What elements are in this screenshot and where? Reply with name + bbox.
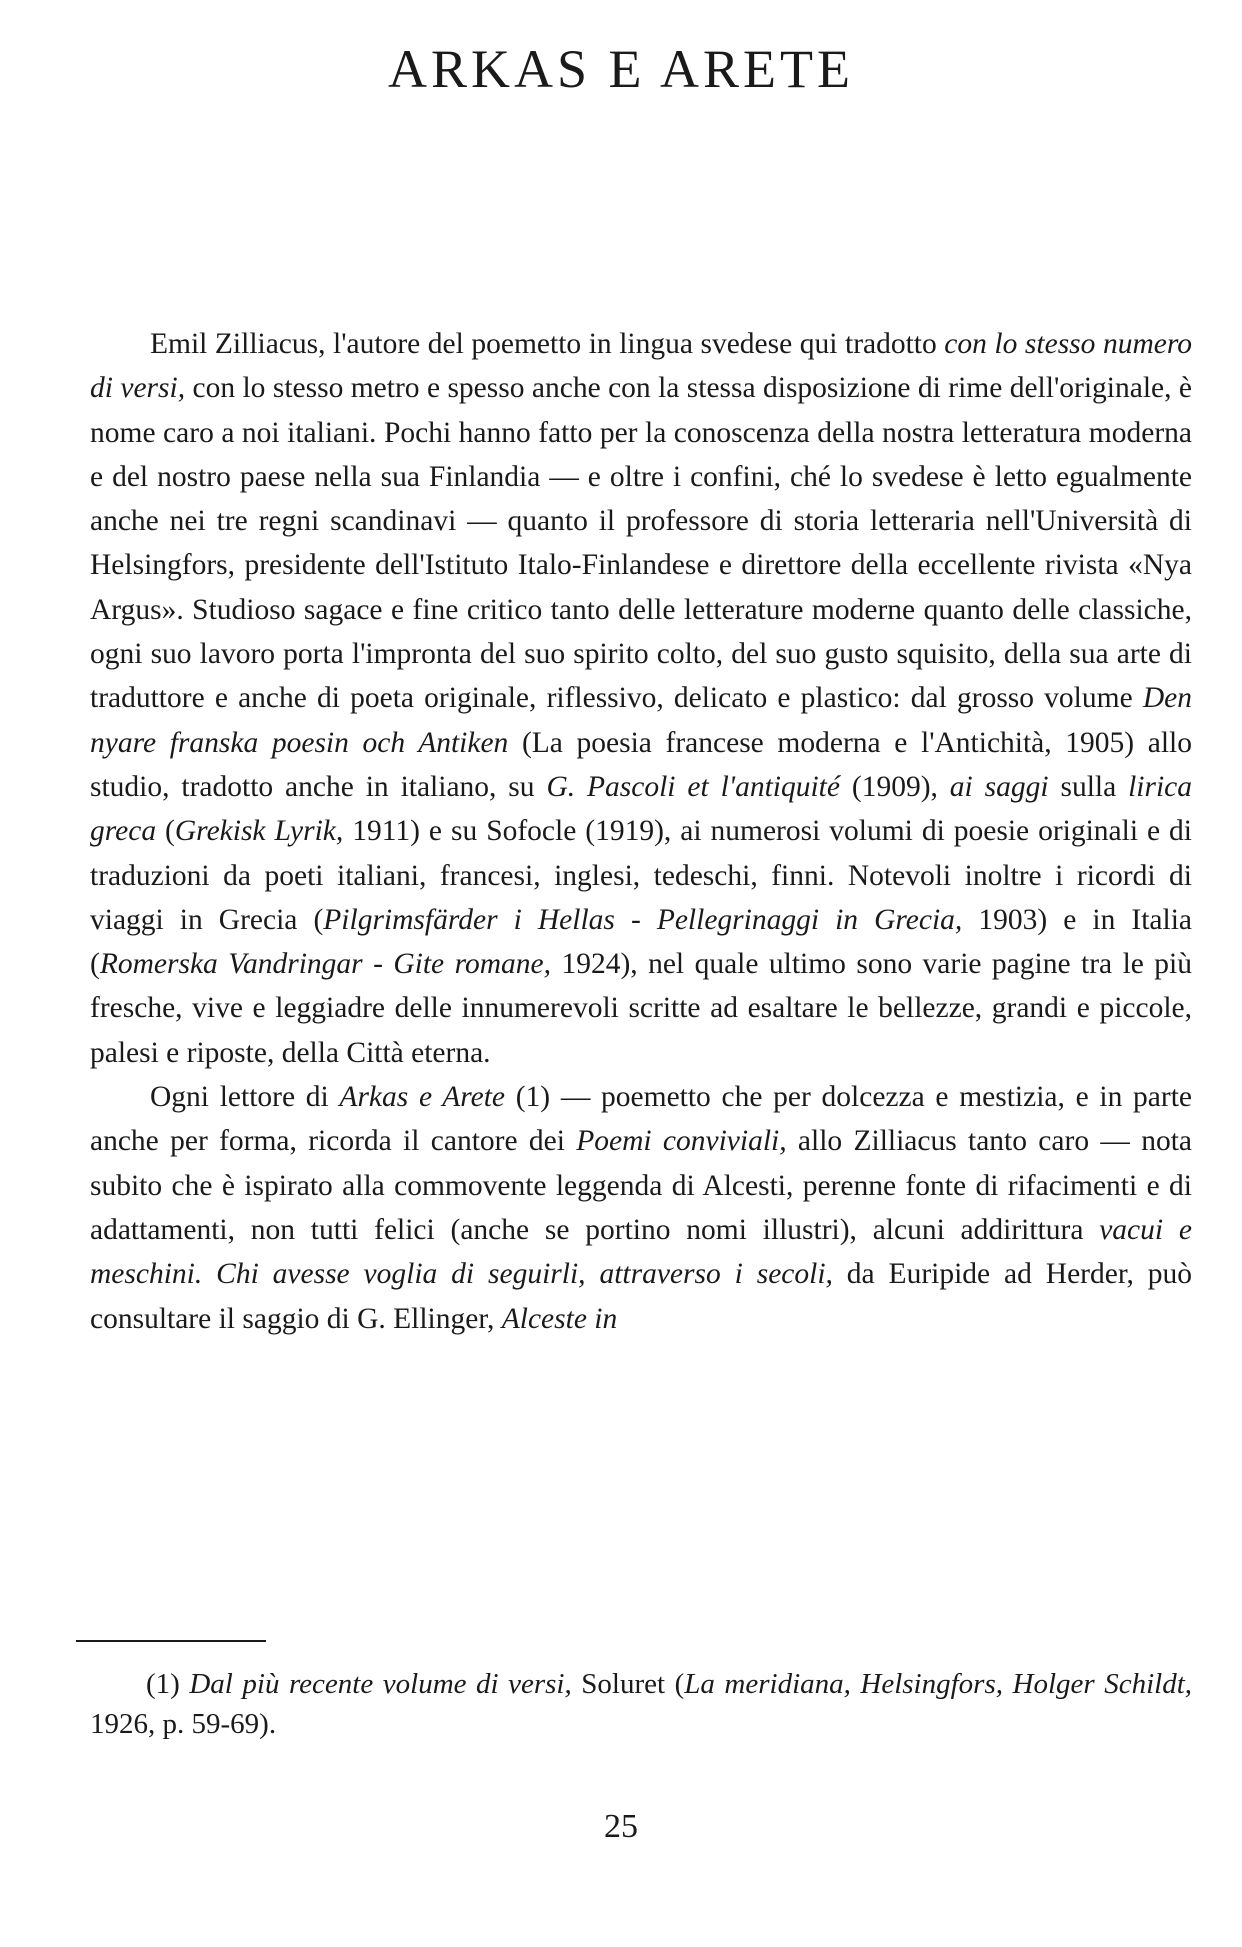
book-title: Poemi conviviali, (576, 1125, 787, 1158)
book-title: Alceste in (501, 1302, 618, 1335)
text-span: (1) — poemetto che per dolcezza e mestizia, e in parte anche per forma, ricorda il cantore dei (90, 1081, 1192, 1158)
text-span: Ogni lettore di (150, 1081, 340, 1114)
italic-span: ai saggi (949, 770, 1049, 803)
text-span: 1926, p. 59-69). (90, 1708, 277, 1740)
page-title: ARKAS E ARETE (387, 39, 855, 99)
book-title: Arkas e Arete (339, 1081, 506, 1114)
paragraph-1 (90, 322, 1192, 1075)
text-span: (1909), (839, 770, 950, 803)
italic-span: con lo stesso numero di versi, (90, 328, 1192, 405)
italic-span: La meridiana, Helsingfors, Holger Schildt, (684, 1668, 1193, 1700)
body-text (90, 322, 1192, 1341)
text-span: sulla (1048, 770, 1129, 803)
book-title: G. Pascoli et l'antiquité (546, 770, 840, 803)
book-title: Den nyare franska poesin och Antiken (90, 682, 1192, 759)
book-title: Romerska Vandringar - Gite romane, (99, 948, 551, 981)
footnote-divider (76, 1640, 266, 1642)
italic-span: vacui e meschini. Chi avesse voglia di seguirli, attraverso i secoli, (90, 1213, 1192, 1291)
footnote-marker: (1) (146, 1668, 190, 1700)
text-span: 1924), nel quale ultimo sono varie pagine tra le più fresche, vive e leggiadre delle innumerevoli scritte ad esaltare le bellezze, grandi e piccole, palesi e riposte, della Città eterna. (90, 948, 1192, 1069)
book-title: Grekisk Lyrik, (174, 815, 344, 848)
text-span: da Euripide ad Herder, può consultare il saggio di G. Ellinger, (90, 1258, 1192, 1335)
text-span: con lo stesso metro e spesso anche con la stessa disposizione di rime dell'originale, è nome caro a noi italiani. Pochi hanno fatto per la conoscenza della nostra letteratura moderna e del nostro paese nella sua Finlandia — e oltre i confini, ché lo svedese è letto egualmente anche nei tre regni scandinavi — quanto il professore di storia letteraria nell'Università di Helsingfors, presidente dell'Istituto Italo-Finlandese e direttore della eccellente rivista «Nya Argus». Studioso sagace e fine critico tanto delle letterature moderne quanto delle classiche, ogni suo lavoro porta l'impronta del suo spirito colto, del suo gusto squisito, della sua arte di traduttore e anche di poeta originale, riflessivo, delicato e plastico: dal grosso volume (90, 372, 1192, 715)
book-title: Pilgrimsfärder i Hellas - Pellegrinaggi in Grecia, (323, 903, 963, 936)
italic-span: Dal più recente volume di versi, (189, 1668, 572, 1700)
page-number: 25 (604, 1808, 638, 1845)
text-span: ( (156, 815, 175, 848)
text-span: allo Zilliacus tanto caro — nota subito che è ispirato alla commovente leggenda di Alcesti, perenne fonte di rifacimenti e di adattamenti, non tutti felici (anche se portino nomi illustri), alcuni addirittura (90, 1125, 1192, 1246)
text-span: (La poesia francese moderna e l'Antichità, 1905) allo studio, tradotto anche in italiano, su (90, 726, 1192, 803)
italic-span: lirica greca (90, 770, 1193, 848)
text-span: 1903) e in Italia ( (90, 903, 1192, 981)
footnote (90, 1664, 1192, 1744)
text-span: Soluret ( (571, 1668, 685, 1700)
paragraph-2 (90, 1075, 1192, 1341)
text-span: 1911) e su Sofocle (1919), ai numerosi volumi di poesie originali e di traduzioni da poeti italiani, francesi, inglesi, tedeschi, finni. Notevoli inoltre i ricordi di viaggi in Grecia ( (90, 815, 1193, 936)
text-span: Emil Zilliacus, l'autore del poemetto in lingua svedese qui tradotto (150, 328, 945, 360)
